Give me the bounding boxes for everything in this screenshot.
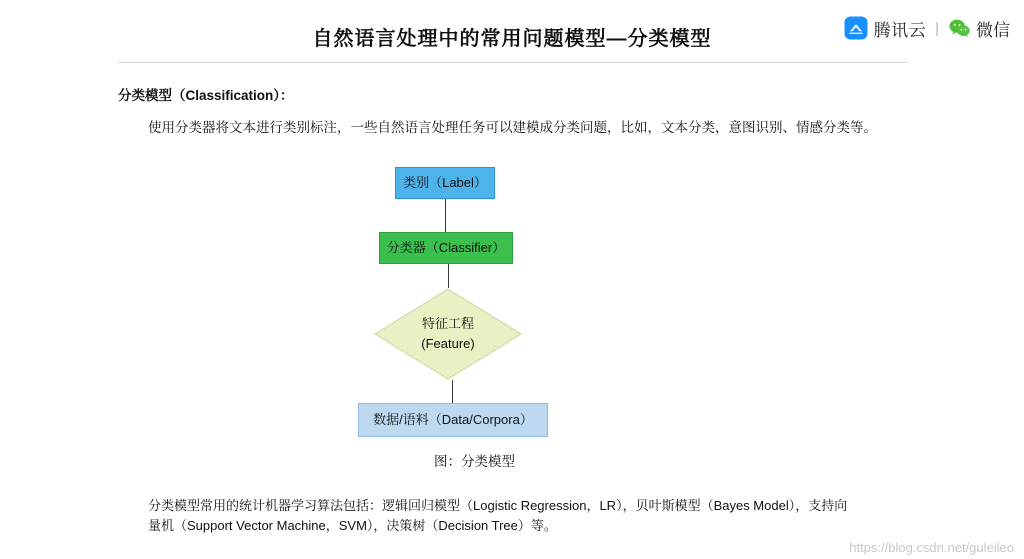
section-heading: 分类模型（Classification）：	[118, 88, 294, 103]
tencent-cloud-icon	[844, 16, 868, 40]
node-feature-line1: 特征工程	[421, 315, 474, 331]
diagram-caption	[0, 450, 1024, 470]
page-title: 自然语言处理中的常用问题模型—分类模型	[312, 28, 712, 50]
wechat-icon	[948, 17, 971, 40]
section-paragraph: 使用分类器将文本进行类别标注，一些自然语言处理任务可以建模成分类问题，比如，文本分类，意图识别、情感分类等。	[148, 120, 877, 135]
watermark: https://blog.csdn.net/guleileo	[849, 540, 1014, 555]
node-classifier	[379, 232, 513, 264]
node-data-text: 数据/语料（Data/Corpora）	[373, 411, 533, 427]
diagram-caption-text: 图：分类模型	[434, 454, 515, 469]
node-classifier-text: 分类器（Classifier）	[386, 239, 506, 255]
node-feature-text	[374, 288, 522, 380]
connector-classifier-feature	[448, 264, 449, 288]
connector-label-classifier	[445, 199, 446, 232]
slide-header	[0, 0, 1024, 62]
tencent-cloud-label: 腾讯云	[873, 20, 927, 40]
brand-cluster	[844, 14, 1010, 42]
footer-note-line-2: 量机（Support Vector Machine，SVM），决策树（Decision Tree）等。	[148, 518, 557, 534]
header-divider	[118, 62, 908, 63]
connector-data-top	[452, 380, 453, 403]
wechat-label: 微信	[976, 20, 1010, 40]
node-feature-engineering	[374, 288, 522, 380]
node-data-corpora	[358, 403, 548, 437]
node-label	[395, 167, 495, 199]
classification-model-diagram	[0, 150, 1024, 480]
node-feature-line2: (Feature)	[421, 336, 475, 351]
brand-separator: |	[935, 19, 939, 37]
footer-note-line-1: 分类模型常用的统计机器学习算法包括：逻辑回归模型（Logistic Regression，LR），贝叶斯模型（Bayes Model），支持向	[148, 498, 848, 513]
footer-note	[148, 496, 848, 536]
node-label-text: 类别（Label）	[403, 174, 487, 190]
